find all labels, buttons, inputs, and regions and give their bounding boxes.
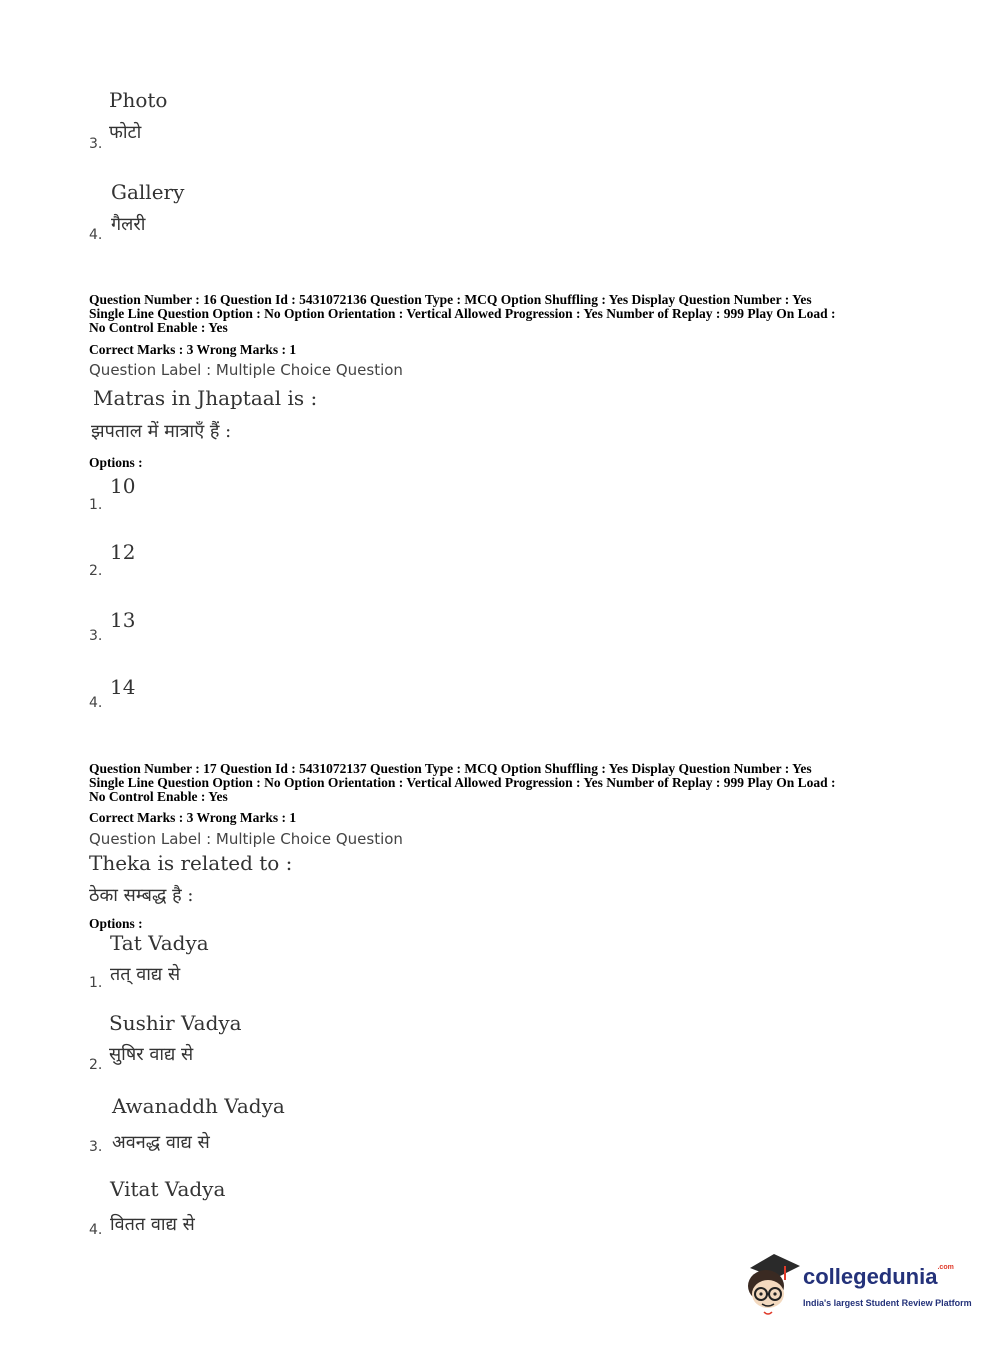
option-text-hi: गैलरी: [111, 214, 146, 235]
option-2-number: 2.: [89, 563, 103, 579]
logo-tagline: India's largest Student Review Platform: [803, 1298, 972, 1308]
question-meta-line1: Question Number : 16 Question Id : 5431072136 Question Type : MCQ Option Shuffling : Yes Display Question Number : Yes: [89, 292, 812, 307]
option-text-en: Photo: [109, 88, 168, 112]
option-text-en: Gallery: [111, 180, 185, 204]
option-3-text-en: Awanaddh Vadya: [112, 1094, 285, 1118]
options-title: Options :: [89, 455, 143, 470]
option-text-hi: फोटो: [109, 122, 142, 143]
option-1-text: 10: [110, 474, 136, 498]
question-meta-line2: Single Line Question Option : No Option Orientation : Vertical Allowed Progression : Yes Number of Replay : 999 Play On Load :: [89, 306, 836, 321]
logo-suffix: .com: [937, 1264, 954, 1271]
option-number: 4.: [89, 227, 103, 243]
logo-wordmark: [803, 1264, 954, 1290]
option-2-text: 12: [110, 540, 136, 564]
question-marks: Correct Marks : 3 Wrong Marks : 1: [89, 810, 297, 825]
question-label: Question Label : Multiple Choice Question: [89, 830, 403, 848]
option-1-text-hi: तत् वाद्य से: [110, 964, 181, 985]
question-text-en: Theka is related to :: [89, 851, 293, 875]
option-number: 3.: [89, 136, 103, 152]
option-4-text-hi: वितत वाद्य से: [110, 1214, 195, 1235]
option-4-number: 4.: [89, 695, 103, 711]
option-2-text-hi: सुषिर वाद्य से: [109, 1044, 194, 1065]
question-meta-line1: Question Number : 17 Question Id : 5431072137 Question Type : MCQ Option Shuffling : Yes Display Question Number : Yes: [89, 761, 812, 776]
option-3-text-hi: अवनद्ध वाद्य से: [112, 1132, 210, 1153]
logo-name-text: collegedunia: [803, 1264, 938, 1289]
option-4-text-en: Vitat Vadya: [110, 1177, 226, 1201]
mascot-icon: [744, 1250, 802, 1316]
question-meta-line2: Single Line Question Option : No Option Orientation : Vertical Allowed Progression : Yes Number of Replay : 999 Play On Load :: [89, 775, 836, 790]
question-meta-line3: No Control Enable : Yes: [89, 320, 228, 335]
option-3-text: 13: [110, 608, 136, 632]
options-title: Options :: [89, 916, 143, 931]
option-1-number: 1.: [89, 497, 103, 513]
option-4-text: 14: [110, 675, 136, 699]
option-3-number: 3.: [89, 1139, 103, 1155]
collegedunia-logo: [744, 1250, 974, 1320]
option-4-number: 4.: [89, 1222, 103, 1238]
question-text-hi: झपताल में मात्राएँ हैं :: [91, 421, 232, 442]
question-text-hi: ठेका सम्बद्ध है :: [89, 885, 194, 906]
option-3-number: 3.: [89, 628, 103, 644]
option-1-text-en: Tat Vadya: [110, 931, 209, 955]
question-label: Question Label : Multiple Choice Question: [89, 361, 403, 379]
question-meta-line3: No Control Enable : Yes: [89, 789, 228, 804]
option-2-number: 2.: [89, 1057, 103, 1073]
option-1-number: 1.: [89, 975, 103, 991]
question-marks: Correct Marks : 3 Wrong Marks : 1: [89, 342, 297, 357]
option-2-text-en: Sushir Vadya: [109, 1011, 242, 1035]
question-text-en: Matras in Jhaptaal is :: [93, 386, 318, 410]
